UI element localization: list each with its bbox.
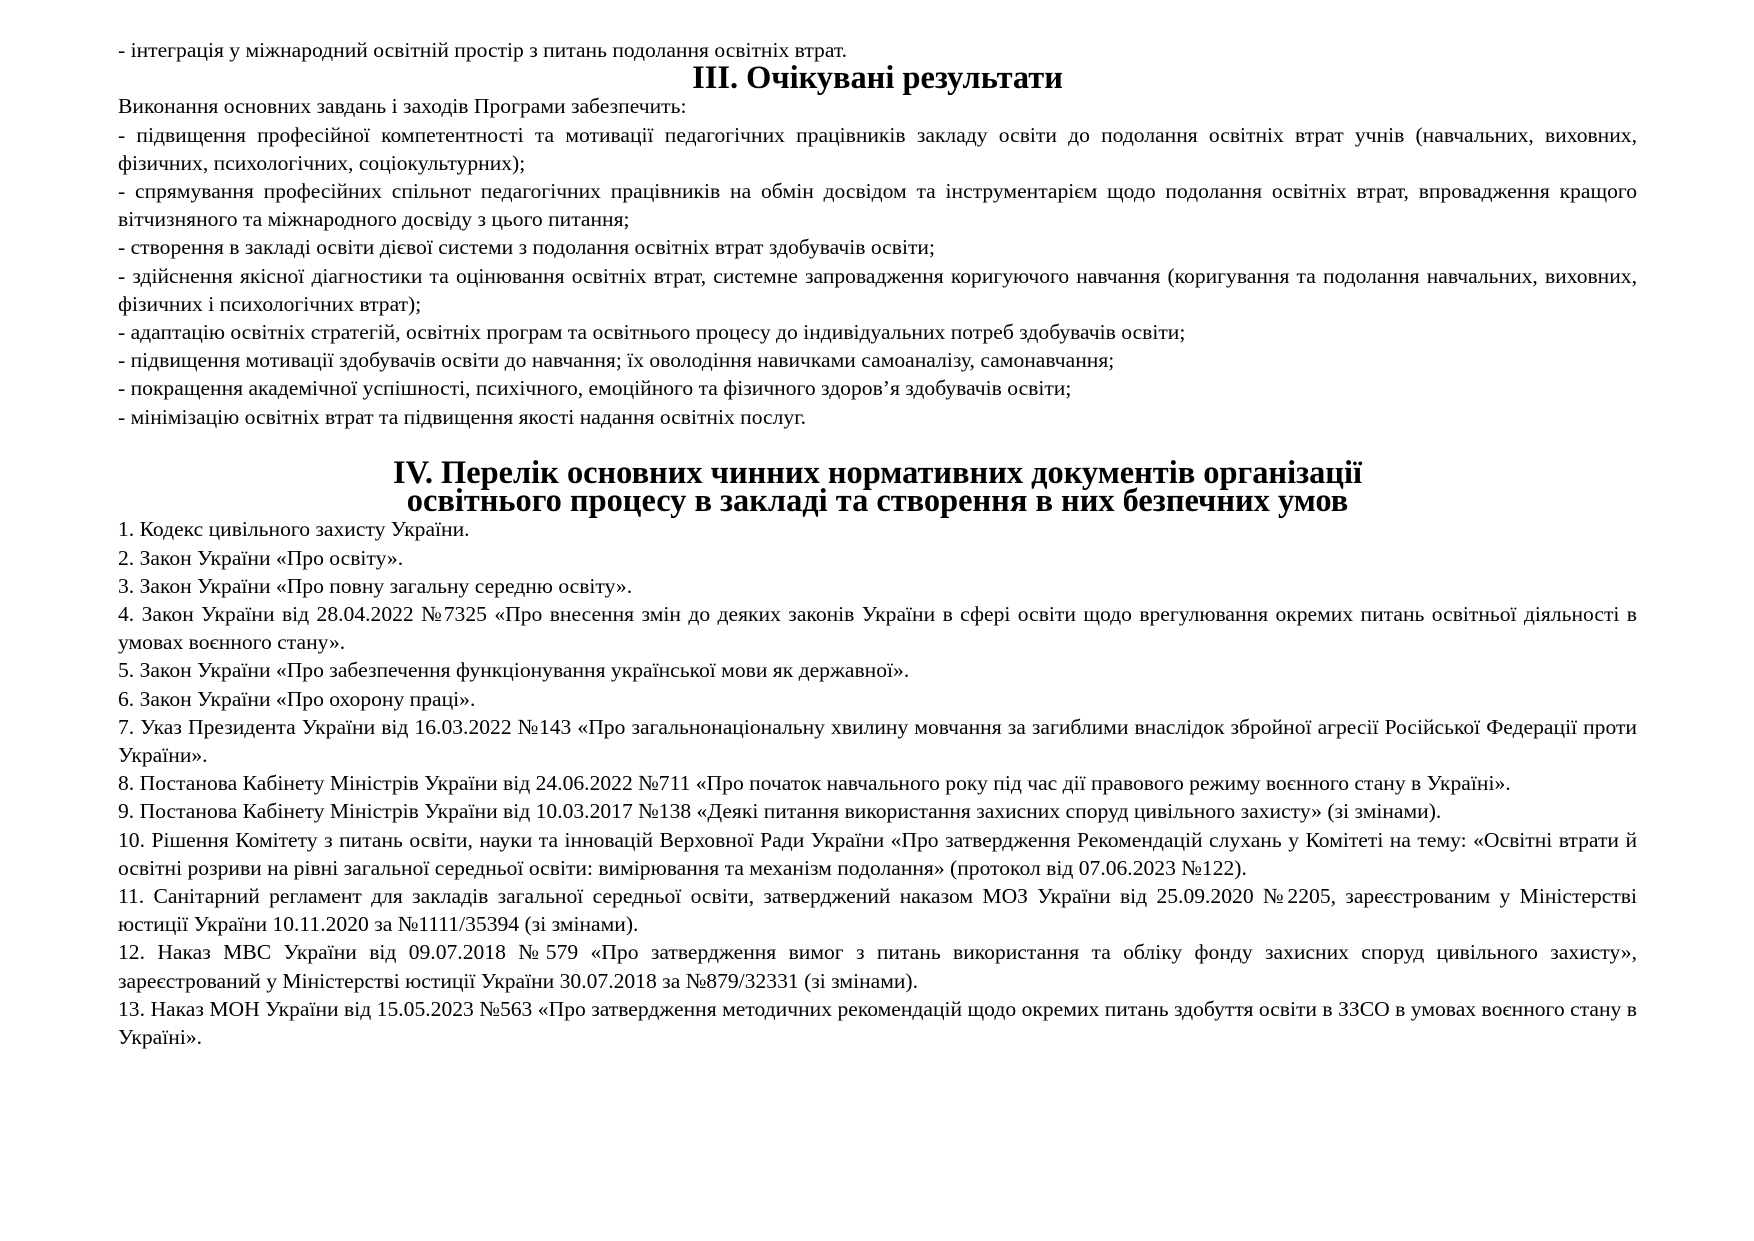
intro-line: - інтеграція у міжнародний освітній простір з питань подолання освітніх втрат. <box>118 38 848 62</box>
list-item: - створення в закладі освіти дієвої системи з подолання освітніх втрат здобувачів освіти; <box>118 235 935 260</box>
list-item: 4. Закон України від 28.04.2022 №7325 «Про внесення змін до деяких законів України в сфері освіти щодо врегулювання окремих питань освітньої діяльності в умовах воєнного стану». <box>118 602 1637 655</box>
expected-results-list <box>118 121 1637 431</box>
list-item: 11. Санітарний регламент для закладів загальної середньої освіти, затверджений наказом МОЗ України від 25.09.2020 №2205, зареєстрованим у Міністерстві юстиції України 10.11.2020 за №1111/35394 (зі змінами). <box>118 884 1637 937</box>
document-page <box>118 36 1637 1051</box>
list-item: 6. Закон України «Про охорону праці». <box>118 686 476 711</box>
list-item: - здійснення якісної діагностики та оцінювання освітніх втрат, системне запровадження коригуючого навчання (коригування та подолання навчальних, виховних, фізичних і психологічних втрат); <box>118 263 1637 316</box>
list-item: - спрямування професійних спільнот педагогічних працівників на обмін досвідом та інструментарієм щодо подолання освітніх втрат, впровадження кращого вітчизняного та міжнародного досвіду з цього питання; <box>118 179 1637 232</box>
list-item: 9. Постанова Кабінету Міністрів України від 10.03.2017 №138 «Деякі питання використання захисних споруд цивільного захисту» (зі змінами). <box>118 799 1442 824</box>
section-4-title-line-2: освітнього процесу в закладі та створення в них безпечних умов <box>406 483 1349 520</box>
list-item: 3. Закон України «Про повну загальну середню освіту». <box>118 573 633 598</box>
list-item: 13. Наказ МОН України від 15.05.2023 №563 «Про затвердження методичних рекомендацій щодо окремих питань здобуття освіти в ЗЗСО в умовах воєнного стану в Україні». <box>118 996 1637 1050</box>
list-item: - підвищення професійної компетентності та мотивації педагогічних працівників закладу освіти до подолання освітніх втрат учнів (навчальних, виховних, фізичних, психологічних, соціокультурних); <box>118 122 1637 175</box>
list-item: 7. Указ Президента України від 16.03.2022 №143 «Про загальнонаціональну хвилину мовчання за загиблими внаслідок збройної агресії Російської Федерації проти України». <box>118 714 1637 768</box>
section-4-title-line-1: IV. Перелік основних чинних нормативних документів організації <box>393 455 1362 492</box>
regulatory-documents-list <box>118 515 1637 1051</box>
list-item: 8. Постанова Кабінету Міністрів України від 24.06.2022 №711 «Про початок навчального року під час дії правового режиму воєнного стану в Україні». <box>118 771 1511 796</box>
list-item: - покращення академічної успішності, психічного, емоційного та фізичного здоров’я здобувачів освіти; <box>118 376 1072 401</box>
list-item: - підвищення мотивації здобувачів освіти до навчання; їх оволодіння навичками самоаналізу, самонавчання; <box>118 348 1115 373</box>
section-3-lead: Виконання основних завдань і заходів Програми забезпечить: <box>118 94 687 119</box>
list-item: 12. Наказ МВС України від 09.07.2018 №579 «Про затвердження вимог з питань використання та обліку фонду захисних споруд цивільного захисту», зареєстрований у Міністерстві юстиції України 30.07.2018 за №879/32331 (зі змінами). <box>118 940 1637 993</box>
list-item: 1. Кодекс цивільного захисту України. <box>118 517 470 542</box>
list-item: - адаптацію освітніх стратегій, освітніх програм та освітнього процесу до індивідуальних потреб здобувачів освіти; <box>118 320 1186 345</box>
section-3-title: ІІІ. Очікувані результати <box>692 60 1063 97</box>
list-item: 2. Закон України «Про освіту». <box>118 545 404 570</box>
list-item: 5. Закон України «Про забезпечення функціонування української мови як державної». <box>118 658 910 683</box>
list-item: 10. Рішення Комітету з питань освіти, науки та інновацій Верховної Ради України «Про затвердження Рекомендацій слухань у Комітеті на тему: «Освітні втрати й освітні розриви на рівні загальної середньої освіти: вимірювання та механізм подолання» (протокол від 07.06.2023 №122). <box>118 827 1637 880</box>
list-item: - мінімізацію освітніх втрат та підвищення якості надання освітніх послуг. <box>118 404 807 429</box>
